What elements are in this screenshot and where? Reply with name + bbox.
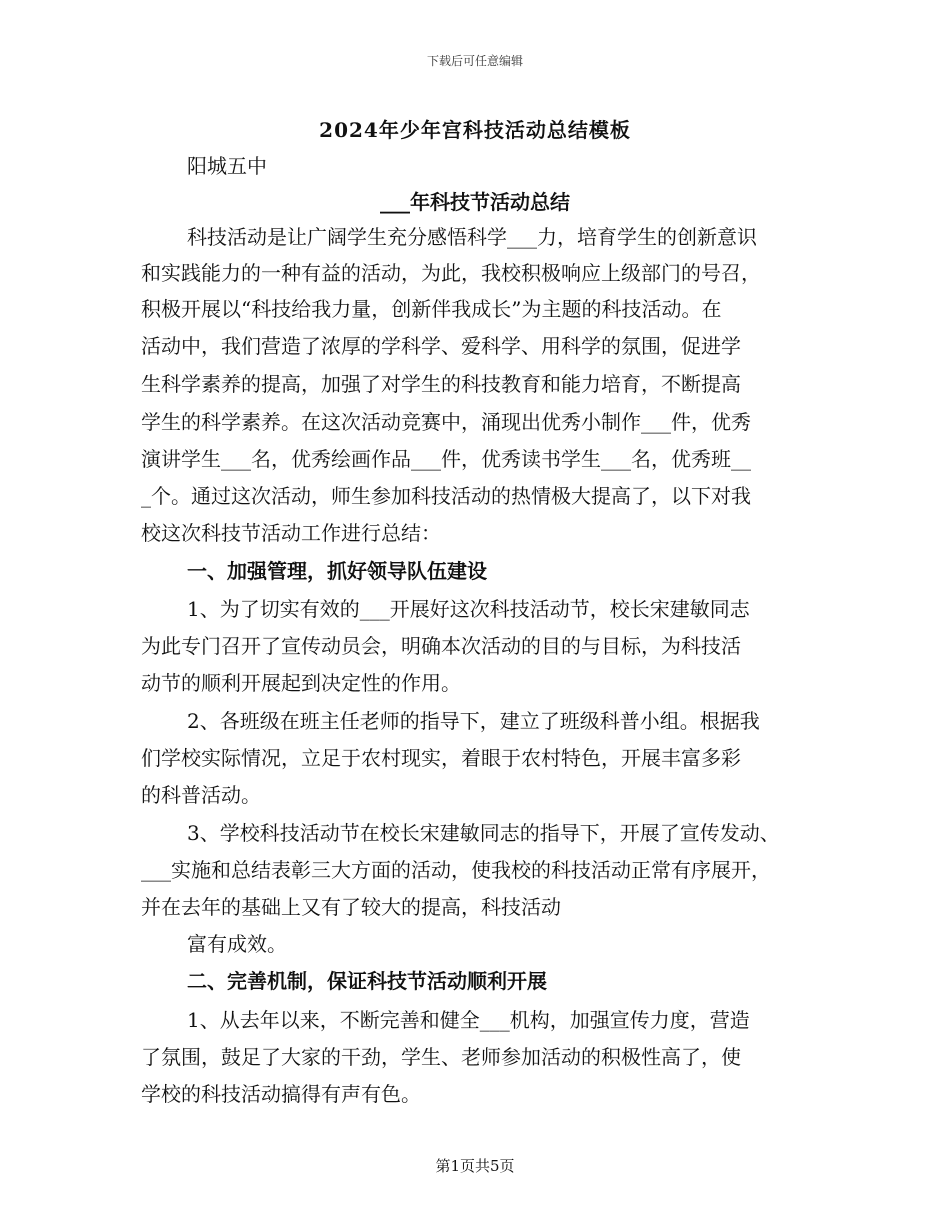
- paragraph-line: 并在去年的基础上又有了较大的提高，科技活动: [141, 895, 561, 919]
- paragraph-line: 富有成效。: [187, 932, 287, 956]
- paragraph-line: 活动中，我们营造了浓厚的学科学、爱科学、用科学的氛围，促进学: [141, 334, 741, 358]
- paragraph-line: 2、各班级在班主任老师的指导下，建立了班级科普小组。根据我: [187, 709, 760, 733]
- paragraph-line: 演讲学生___名，优秀绘画作品___件，优秀读书学生___名，优秀班__: [141, 447, 751, 471]
- document-title: 2024年少年宫科技活动总结模板: [319, 118, 631, 142]
- paragraph-line: 科技活动是让广阔学生充分感悟科学___力，培育学生的创新意识: [187, 225, 757, 249]
- paragraph-line: 1、为了切实有效的___开展好这次科技活动节，校长宋建敏同志: [187, 597, 750, 621]
- section-heading: 二、完善机制，保证科技节活动顺利开展: [187, 969, 547, 993]
- paragraph-line: 校这次科技节活动工作进行总结：: [141, 521, 441, 545]
- paragraph-line: _个。通过这次活动，师生参加科技活动的热情极大提高了，以下对我: [141, 484, 751, 508]
- paragraph-line: 1、从去年以来，不断完善和健全___机构，加强宣传力度，营造: [187, 1008, 750, 1032]
- paragraph-line: ___实施和总结表彰三大方面的活动，使我校的科技活动正常有序展开，: [141, 858, 771, 882]
- paragraph-line: 们学校实际情况，立足于农村现实，着眼于农村特色，开展丰富多彩: [141, 746, 741, 770]
- author-line: 阳城五中: [187, 154, 267, 178]
- paragraph-line: 学校的科技活动搞得有声有色。: [141, 1082, 421, 1106]
- header-note: 下载后可任意编辑: [426, 54, 523, 68]
- paragraph-line: 学生的科学素养。在这次活动竞赛中，涌现出优秀小制作___件，优秀: [141, 410, 751, 434]
- section-subtitle: ___年科技节活动总结: [380, 190, 570, 214]
- paragraph-line: 和实践能力的一种有益的活动，为此，我校积极响应上级部门的号召，: [141, 261, 761, 285]
- page-footer: 第1页共5页: [435, 1157, 515, 1175]
- paragraph-line: 了氛围，鼓足了大家的干劲，学生、老师参加活动的积极性高了，使: [141, 1045, 741, 1069]
- section-heading: 一、加强管理，抓好领导队伍建设: [187, 559, 487, 583]
- paragraph-line: 动节的顺利开展起到决定性的作用。: [141, 671, 461, 695]
- paragraph-line: 为此专门召开了宣传动员会，明确本次活动的目的与目标，为科技活: [141, 634, 741, 658]
- paragraph-line: 生科学素养的提高，加强了对学生的科技教育和能力培育，不断提高: [141, 372, 741, 396]
- paragraph-line: 积极开展以“科技给我力量，创新伴我成长”为主题的科技活动。在: [141, 297, 722, 321]
- paragraph-line: 3、学校科技活动节在校长宋建敏同志的指导下，开展了宣传发动、: [187, 821, 780, 845]
- paragraph-line: 的科普活动。: [141, 783, 261, 807]
